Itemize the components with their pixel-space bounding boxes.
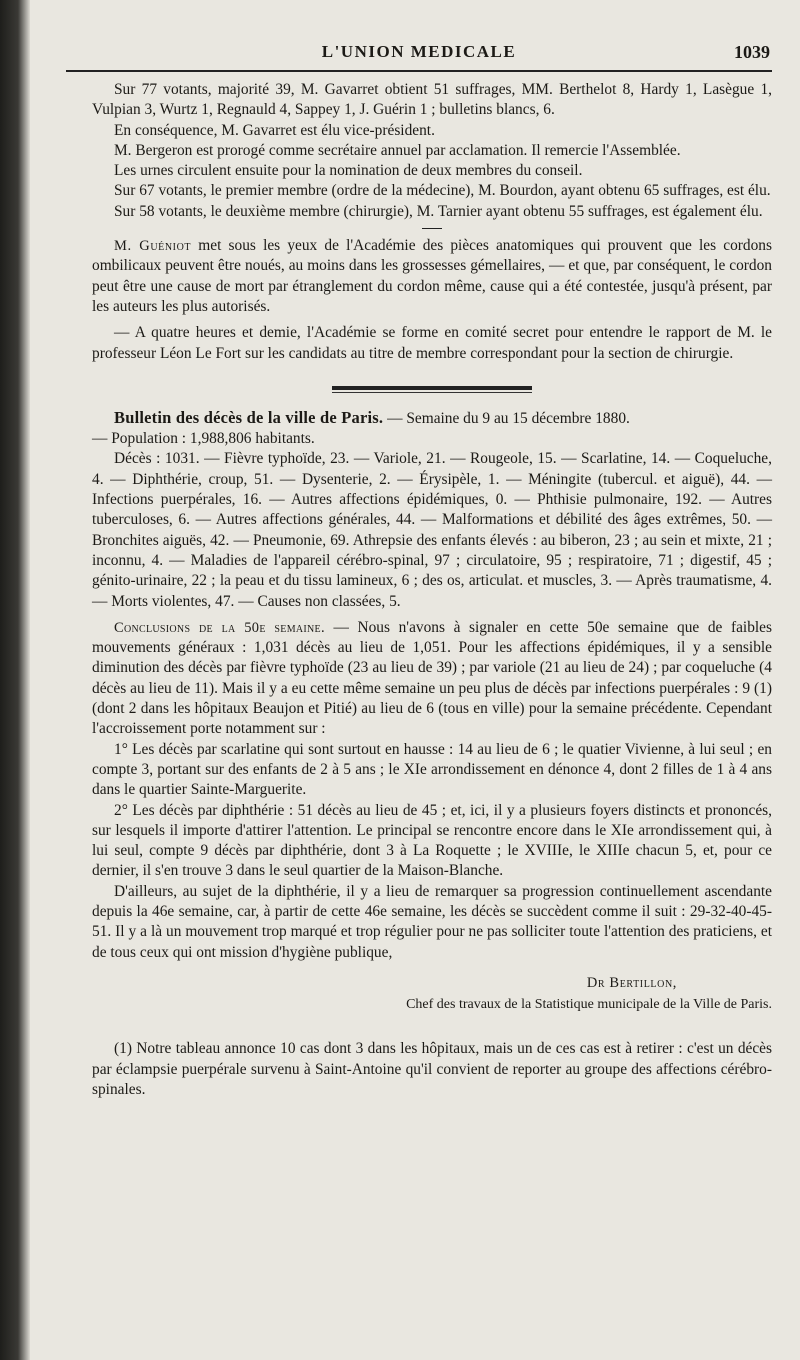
bulletin-week: — Semaine du 9 au 15 décembre 1880. [383,409,630,427]
election-consequence: En conséquence, M. Gavarret est élu vice-président. [114,121,435,139]
gueniot-text: met sous les yeux de l'Académie des pièces anatomiques qui prouvent que les cordons ombilicaux peuvent être noués, au moins dans les grossesses gémellaires, — et que, par conséquent, le cordon peut être une cause de mort par étranglement du cordon même, cause qui a été contestée, jusqu'à présent, par les auteurs les plus autorisés. [92,237,772,315]
signature-role: Chef des travaux de la Statistique municipale de la Ville de Paris. [406,997,772,1013]
secret-committee-paragraph: — A quatre heures et demie, l'Académie se forme en comité secret pour entendre le rapport de M. le professeur Léon Le Fort sur les candidats au titre de membre correspondant pour la section de chirurgie. [92,324,772,362]
bulletin-title: Bulletin des décès de la ville de Paris. [114,407,384,427]
conclusions-point-scarlatine: 1° Les décès par scarlatine qui sont surtout en hausse : 14 au lieu de 6 ; le quatier Vivienne, à lui seul ; en compte 3, portant sur des enfants de 2 à 5 ans ; le XIe arrondissement en dénonce 4, dont 2 filles de 1 à 4 ans dans le quartier Sainte-Marguerite. [92,740,772,799]
gueniot-paragraph [92,236,772,317]
bulletin-heading [92,408,772,429]
first-member-vote: Sur 67 votants, le premier membre (ordre de la médecine), M. Bourdon, ayant obtenu 65 suffrages, est élu. [114,182,771,200]
bulletin-population: — Population : 1,988,806 habitants. [92,430,315,448]
signature-name: Dr Bertillon, [586,974,677,991]
bulletin-rule [332,386,532,390]
bulletin-deaths: Décès : 1031. — Fièvre typhoïde, 23. — Variole, 21. — Rougeole, 15. — Scarlatine, 14. — Coqueluche, 4. — Diphthérie, croup, 51. — Dysenterie, 2. — Érysipèle, 1. — Méningite (tubercul. et aiguë), 44. — Infections puerpérales, 16. — Autres affections épidémiques, 0. — Phthisie pulmonaire, 192. — Autres tuberculoses, 6. — Autres affections générales, 44. — Malformations et débilité des âges extrêmes, 50. — Bronchites aiguës, 42. — Pneumonie, 69. Athrepsie des enfants élevés : au biberon, 23 ; au sein et mixte, 21 ; inconnu, 4. — Maladies de l'appareil cérébro-spinal, 97 ; circulatoire, 95 ; respiratoire, 71 ; digestif, 45 ; génito-urinaire, 22 ; la peau et du tissu lamineux, 6 ; des os, articulat. et muscles, 3. — Après traumatisme, 4. — Morts violentes, 47. — Causes non classées, 5. [92,450,772,610]
gueniot-name: M. Guéniot [114,238,192,255]
journal-page [30,0,800,1360]
conclusions-point-diphtherie: 2° Les décès par diphthérie : 51 décès au lieu de 45 ; et, ici, il y a plusieurs foyers distincts et prononcés, sur lesquels il importe d'attirer l'attention. Le principal se rencontre encore dans le XIe arrondissement qui, à lui seul, compte 9 décès par diphthérie, dont 3 à La Roquette ; le XVIIIe, le XIIIe chacun 5, et, pour ce dernier, il s'en trouve 3 dans le seul quartier de la Maison-Blanche. [92,801,772,880]
footnote: (1) Notre tableau annonce 10 cas dont 3 dans les hôpitaux, mais un de ces cas est à retirer : c'est un décès par éclampsie puerpérale survenu à Saint-Antoine qu'il convient de reporter au groupe des affections cérébro-spinales. [92,1040,772,1099]
conclusions-progression: D'ailleurs, au sujet de la diphthérie, il y a lieu de remarquer sa progression continuellement ascendante depuis la 46e semaine, car, à partir de cette 46e semaine, les décès se succèdent comme il suit : 29-32-40-45-51. Il y a là un mouvement trop marqué et trop régulier pour ne pas solliciter toute l'attention des praticiens, et de tous ceux qui ont mission d'hygiène publique, [92,882,772,961]
conclusions-text: — Nous n'avons à signaler en cette 50e semaine que de faibles mouvements généraux : 1,031 décès au lieu de 1,051. Pour les affections épidémiques, il y a sensible diminution des décès par fièvre typhoïde (23 au lieu de 39) ; par variole (21 au lieu de 24) ; par coqueluche (4 décès au lieu de 11). Mais il y a eu cette même semaine un peu plus de décès par infections puerpérales : 9 (1) (dont 2 dans les hôpitaux Beaujon et Pitié) au lieu de 6 (tous en ville) pour la semaine précédente. Cependant l'accroissement porte notamment sur : [92,618,772,738]
election-vote-result: Sur 77 votants, majorité 39, M. Gavarret obtient 51 suffrages, MM. Berthelot 8, Hardy 1, Lasègue 1, Vulpian 3, Wurtz 1, Regnauld 4, Sappey 1, J. Guérin 1 ; bulletins blancs, 6. [92,81,772,119]
running-title: L'UNION MEDICALE [321,42,517,61]
conclusions-heading: Conclusions de la 50e semaine. [114,619,325,636]
page-number: 1039 [734,42,770,62]
page-body [92,80,772,1100]
second-member-vote: Sur 58 votants, le deuxième membre (chirurgie), M. Tarnier ayant obtenu 55 suffrages, est également élu. [114,202,763,220]
section-divider [422,228,442,229]
secretary-extension: M. Bergeron est prorogé comme secrétaire annuel par acclamation. Il remercie l'Assemblée. [114,141,681,159]
conclusions-paragraph [92,618,772,740]
council-nomination: Les urnes circulent ensuite pour la nomination de deux membres du conseil. [114,162,583,180]
page-header [66,40,772,72]
